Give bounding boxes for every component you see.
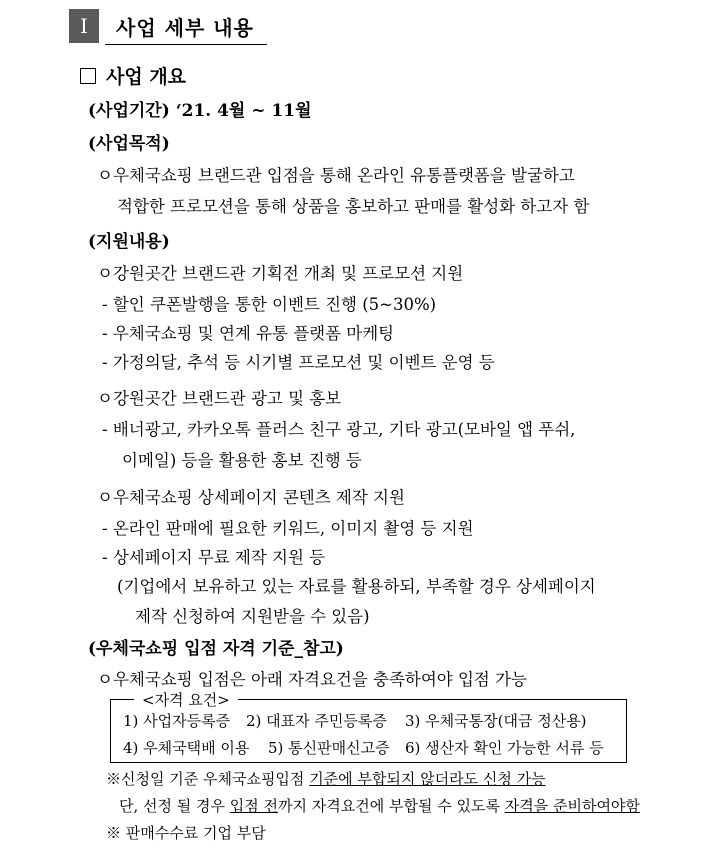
note-2-underlined-1: 입점 전: [229, 797, 279, 815]
section-title-underline: [105, 44, 267, 45]
note-2-middle: 까지 자격요건에 부합될 수 있도록: [278, 797, 505, 815]
qualification-item: 2) 대표자 주민등록증: [246, 712, 387, 730]
support-item: - 가정의달, 추석 등 시기별 프로모션 및 이벤트 운영 등: [102, 353, 495, 372]
note-1-underlined: 기준에 부합되지 않더라도 신청 가능: [309, 770, 546, 788]
qualification-box-label: <자격 요건>: [134, 689, 238, 710]
support-item: - 상세페이지 무료 제작 지원 등: [102, 548, 326, 567]
qualification-item: 6) 생산자 확인 가능한 서류 등: [405, 739, 604, 757]
support-item: - 우체국쇼핑 및 연계 유통 플랫폼 마케팅: [102, 324, 395, 343]
overview-heading-text: 사업 개요: [106, 66, 187, 88]
note-1-prefix: ※신청일 기준 우체국쇼핑입점: [106, 770, 310, 788]
support-item: - 배너광고, 카카오톡 플러스 친구 광고, 기타 광고(모바일 앱 푸쉬,: [102, 420, 576, 439]
support-group-title: ㅇ강원곳간 브랜드관 기획전 개최 및 프로모션 지원: [97, 264, 464, 283]
section-title: 사업 세부 내용: [116, 16, 254, 40]
business-period: (사업기간) ‘21. 4월 ~ 11월: [88, 101, 312, 121]
support-heading: (지원내용): [88, 232, 170, 252]
support-item: 제작 신청하여 지원받을 수 있음): [135, 607, 370, 626]
support-item: - 할인 쿠폰발행을 통한 이벤트 진행 (5~30%): [102, 295, 437, 314]
qualification-item: 1) 사업자등록증: [123, 712, 231, 730]
qualification-heading: (우체국쇼핑 입점 자격 기준_참고): [88, 639, 344, 659]
note-3: ※ 판매수수료 기업 부담: [106, 824, 266, 842]
support-item: (기업에서 보유하고 있는 자료를 활용하되, 부족할 경우 상세페이지: [117, 577, 596, 596]
note-2: [119, 795, 640, 816]
support-item: - 온라인 판매에 필요한 키워드, 이미지 촬영 등 지원: [102, 519, 474, 538]
note-2-underlined-2: 자격을 준비하여야함: [504, 797, 640, 815]
note-1: [106, 768, 546, 789]
section-number-badge: I: [69, 9, 99, 43]
qualification-item: 5) 통신판매신고증: [268, 739, 390, 757]
purpose-line-1: ㅇ우체국쇼핑 브랜드관 입점을 통해 온라인 유통플랫폼을 발굴하고: [97, 166, 575, 185]
purpose-heading: (사업목적): [88, 134, 170, 154]
qualification-intro: ㅇ우체국쇼핑 입점은 아래 자격요건을 충족하여야 입점 가능: [97, 670, 527, 689]
overview-heading: [80, 62, 186, 89]
note-2-prefix: 단, 선정 될 경우: [119, 797, 230, 815]
support-group-title: ㅇ강원곳간 브랜드관 광고 및 홍보: [97, 389, 342, 408]
qualification-item: 4) 우체국택배 이용: [123, 739, 250, 757]
purpose-line-2: 적합한 프로모션을 통해 상품을 홍보하고 판매를 활성화 하고자 함: [117, 197, 590, 216]
support-item: 이메일) 등을 활용한 홍보 진행 등: [122, 451, 362, 470]
qualification-item: 3) 우체국통장(대금 정산용): [405, 712, 587, 730]
checkbox-square-icon: [80, 68, 96, 84]
support-group-title: ㅇ우체국쇼핑 상세페이지 콘텐츠 제작 지원: [97, 488, 405, 507]
